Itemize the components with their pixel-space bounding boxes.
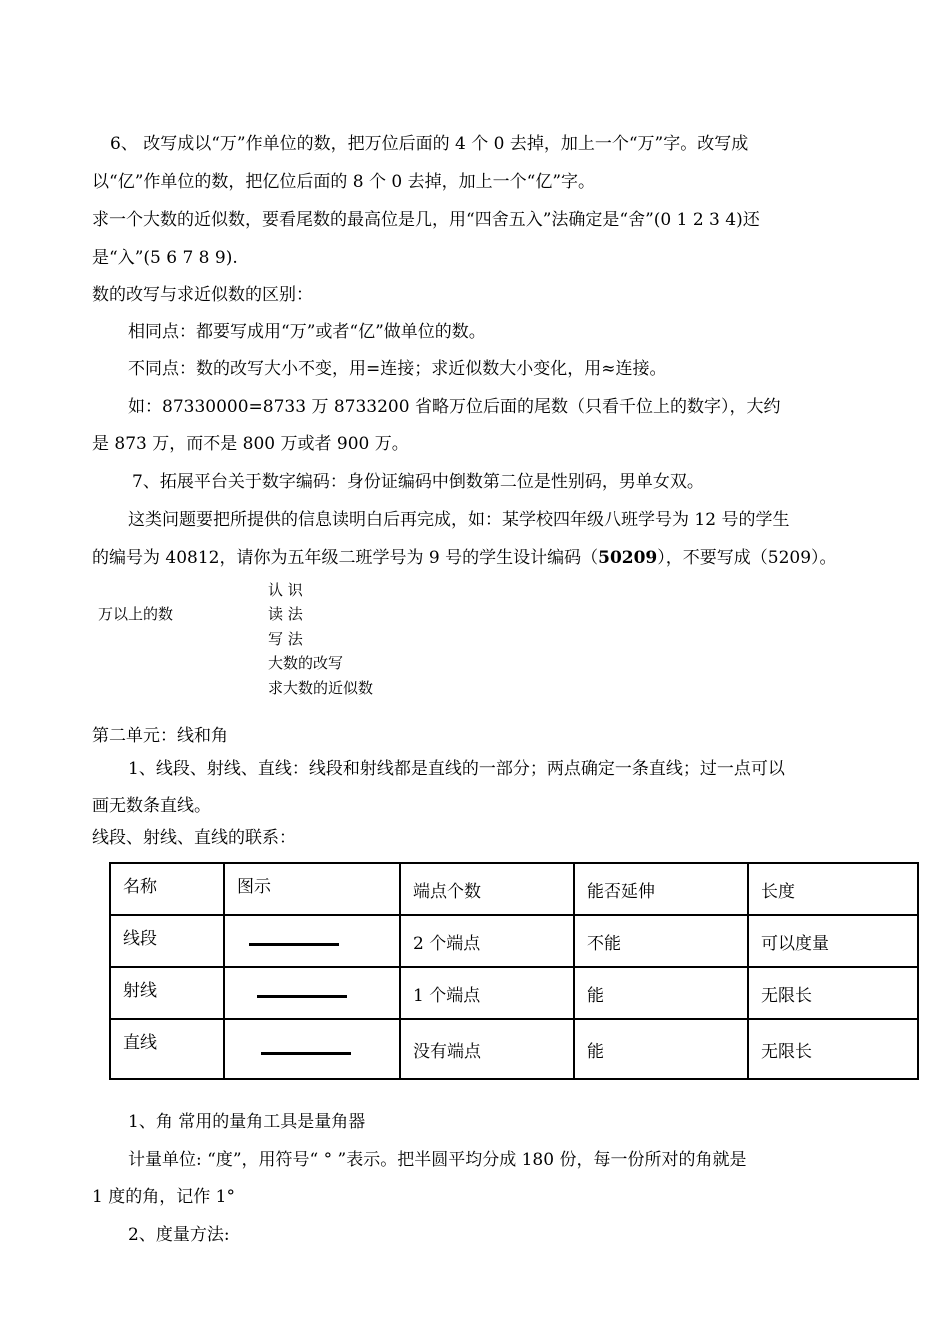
unit-2-paragraph-1-line-2: 画无数条直线。 [92, 796, 211, 816]
row-length: 可以度量 [748, 915, 918, 967]
tree-item: 读 法 [268, 605, 303, 623]
row-endpoints: 没有端点 [400, 1019, 574, 1079]
coding-line-2 [92, 546, 837, 570]
tree-item: 求大数的近似数 [268, 679, 374, 697]
header-endpoints: 端点个数 [400, 863, 574, 915]
relation-title: 线段、射线、直线的联系： [92, 828, 296, 848]
line-segment-icon [249, 943, 339, 946]
tree-root: 万以上的数 [98, 605, 174, 623]
paragraph-7: 7、拓展平台关于数字编码：身份证编码中倒数第二位是性别码，男单女双。 [132, 472, 704, 492]
example-line-2: 是 873 万，而不是 800 万或者 900 万。 [92, 434, 409, 454]
tree-item: 大数的改写 [268, 654, 344, 672]
coding-answer: 50209 [598, 548, 658, 568]
tree-item: 写 法 [268, 630, 303, 648]
row-figure [224, 1019, 400, 1079]
row-endpoints: 2 个端点 [400, 915, 574, 967]
approximation-line-2: 是“入”(5 6 7 8 9). [92, 248, 238, 268]
approximation-line-1: 求一个大数的近似数，要看尾数的最高位是几，用“四舍五入”法确定是“舍”(0 1 2 3 4)还 [92, 210, 760, 230]
straight-line-icon [261, 1052, 351, 1055]
row-length: 无限长 [748, 1019, 918, 1079]
unit-2-title: 第二单元：线和角 [92, 726, 228, 746]
angle-unit-line-1: 计量单位: “度”，用符号“ ° ”表示。把半圆平均分成 180 份，每一份所对的角就是 [128, 1150, 747, 1170]
row-name: 直线 [110, 1019, 224, 1079]
table-row [110, 915, 918, 967]
row-figure [224, 967, 400, 1019]
row-extend: 能 [574, 967, 748, 1019]
angle-unit-line-2: 1 度的角，记作 1° [92, 1187, 235, 1207]
angle-paragraph-2: 2、度量方法: [128, 1225, 230, 1245]
header-length: 长度 [748, 863, 918, 915]
unit-2-paragraph-1-line-1: 1、线段、射线、直线：线段和射线都是直线的一部分；两点确定一条直线；过一点可以 [128, 759, 785, 779]
header-figure: 图示 [224, 863, 400, 915]
coding-line-2-suffix: ），不要写成（5209）。 [657, 548, 837, 568]
table-row [110, 1019, 918, 1079]
row-extend: 不能 [574, 915, 748, 967]
table-header-row [110, 863, 918, 915]
coding-line-1: 这类问题要把所提供的信息读明白后再完成，如：某学校四年级八班学号为 12 号的学生 [128, 510, 790, 530]
header-name: 名称 [110, 863, 224, 915]
similarity-text: 相同点：都要写成用“万”或者“亿”做单位的数。 [128, 322, 486, 342]
angle-paragraph-1: 1、角 常用的量角工具是量角器 [128, 1112, 366, 1132]
row-endpoints: 1 个端点 [400, 967, 574, 1019]
row-name: 线段 [110, 915, 224, 967]
difference-text: 不同点：数的改写大小不变，用=连接；求近似数大小变化，用≈连接。 [128, 359, 667, 379]
row-name: 射线 [110, 967, 224, 1019]
table-row [110, 967, 918, 1019]
example-line-1: 如：87330000=8733 万 8733200 省略万位后面的尾数（只看千位上的数字），大约 [128, 397, 781, 417]
row-length: 无限长 [748, 967, 918, 1019]
line-comparison-table [109, 862, 919, 1080]
row-extend: 能 [574, 1019, 748, 1079]
row-figure [224, 915, 400, 967]
ray-icon [257, 995, 347, 998]
tree-item: 认 识 [268, 581, 303, 599]
header-extend: 能否延伸 [574, 863, 748, 915]
paragraph-6-line-1: 6、 改写成以“万”作单位的数，把万位后面的 4 个 0 去掉，加上一个“万”字。改写成 [110, 134, 749, 154]
coding-line-2-prefix: 的编号为 40812，请你为五年级二班学号为 9 号的学生设计编码（ [92, 548, 599, 568]
difference-title: 数的改写与求近似数的区别： [92, 285, 313, 305]
paragraph-6-line-2: 以“亿”作单位的数，把亿位后面的 8 个 0 去掉，加上一个“亿”字。 [92, 172, 596, 192]
